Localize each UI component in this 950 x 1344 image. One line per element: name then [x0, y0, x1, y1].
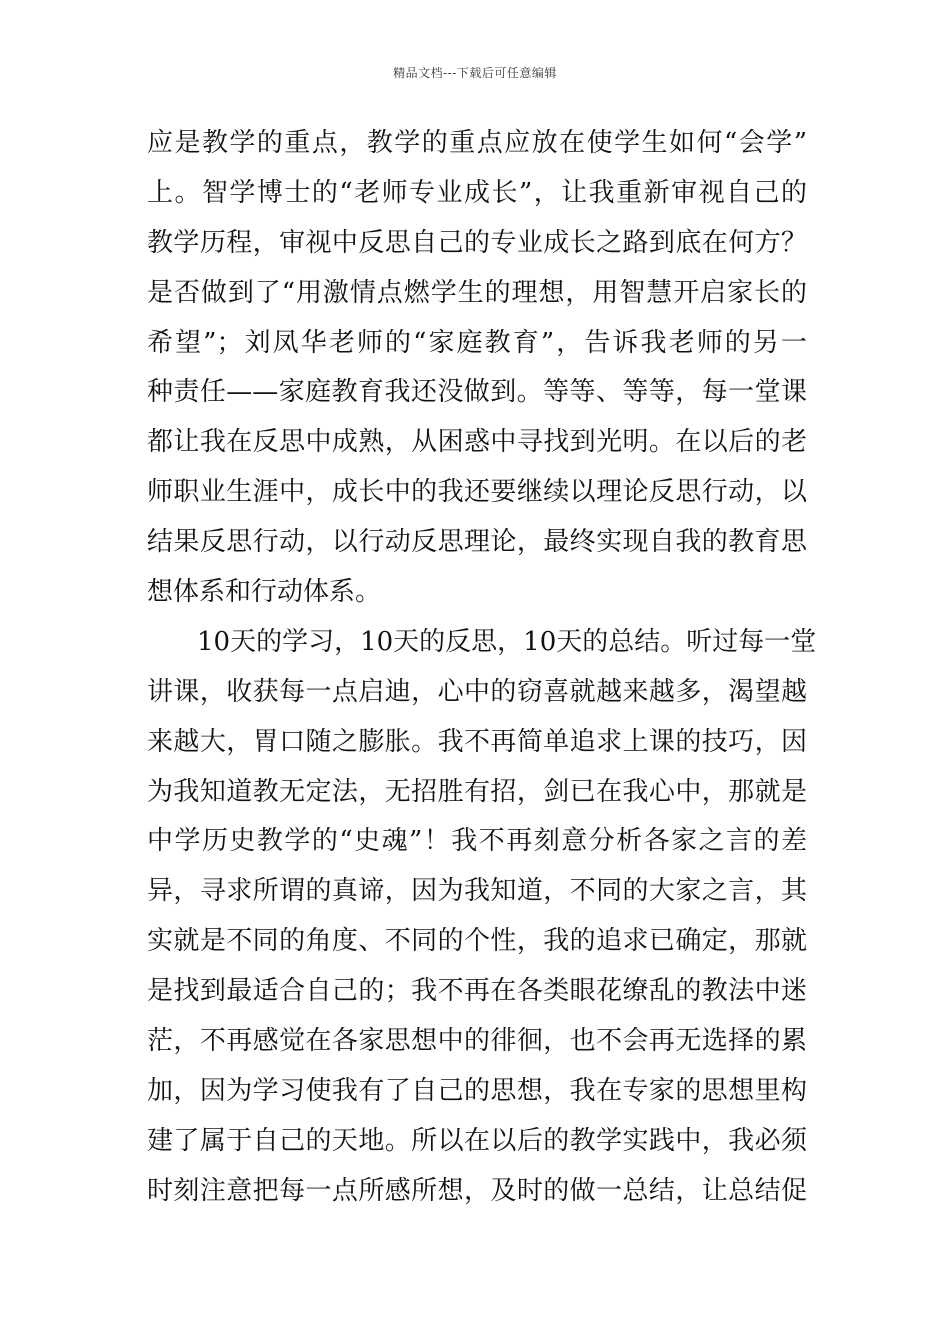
text-line: 异，寻求所谓的真谛，因为我知道，不同的大家之言，其: [147, 876, 807, 907]
text-line: 上。智学博士的“老师专业成长”，让我重新审视自己的: [147, 177, 807, 208]
text-line: 实就是不同的角度、不同的个性，我的追求已确定，那就: [147, 926, 807, 957]
text-line: 加，因为学习使我有了自己的思想，我在专家的思想里构: [147, 1075, 807, 1106]
text-line: 茫，不再感觉在各家思想中的徘徊，也不会再无选择的累: [147, 1026, 807, 1057]
text-line: 来越大，胃口随之膨胀。我不再简单追求上课的技巧，因: [147, 726, 807, 757]
text-line: 希望”；刘凤华老师的“家庭教育”，告诉我老师的另一: [147, 327, 807, 358]
text-line: 都让我在反思中成熟，从困惑中寻找到光明。在以后的老: [147, 427, 807, 458]
document-body: [147, 127, 817, 1225]
page-header: 精品文档---下载后可任意编辑: [393, 66, 557, 80]
text-line: 种责任——家庭教育我还没做到。等等、等等，每一堂课: [147, 377, 807, 408]
text-line: 师职业生涯中，成长中的我还要继续以理论反思行动，以: [147, 477, 807, 508]
text-line: 为我知道教无定法，无招胜有招，剑已在我心中，那就是: [147, 776, 807, 807]
text-line: 中学历史教学的“史魂”！我不再刻意分析各家之言的差: [147, 826, 807, 857]
text-line: 讲课，收获每一点启迪，心中的窃喜就越来越多，渴望越: [147, 676, 807, 707]
paragraph-start-line: 10天的学习，10天的反思，10天的总结。听过每一堂: [197, 626, 817, 657]
paragraph-end-line: 想体系和行动体系。: [147, 577, 382, 608]
text-line: 是否做到了“用激情点燃学生的理想，用智慧开启家长的: [147, 277, 807, 308]
text-line: 教学历程，审视中反思自己的专业成长之路到底在何方？: [147, 227, 807, 258]
text-line: 结果反思行动，以行动反思理论，最终实现自我的教育思: [147, 527, 807, 558]
text-line: 时刻注意把每一点所感所想，及时的做一总结，让总结促: [147, 1175, 807, 1206]
text-line: 建了属于自己的天地。所以在以后的教学实践中，我必须: [147, 1125, 807, 1156]
text-line: 应是教学的重点，教学的重点应放在使学生如何“会学”: [147, 128, 807, 158]
text-line: 是找到最适合自己的；我不再在各类眼花缭乱的教法中迷: [147, 976, 807, 1007]
